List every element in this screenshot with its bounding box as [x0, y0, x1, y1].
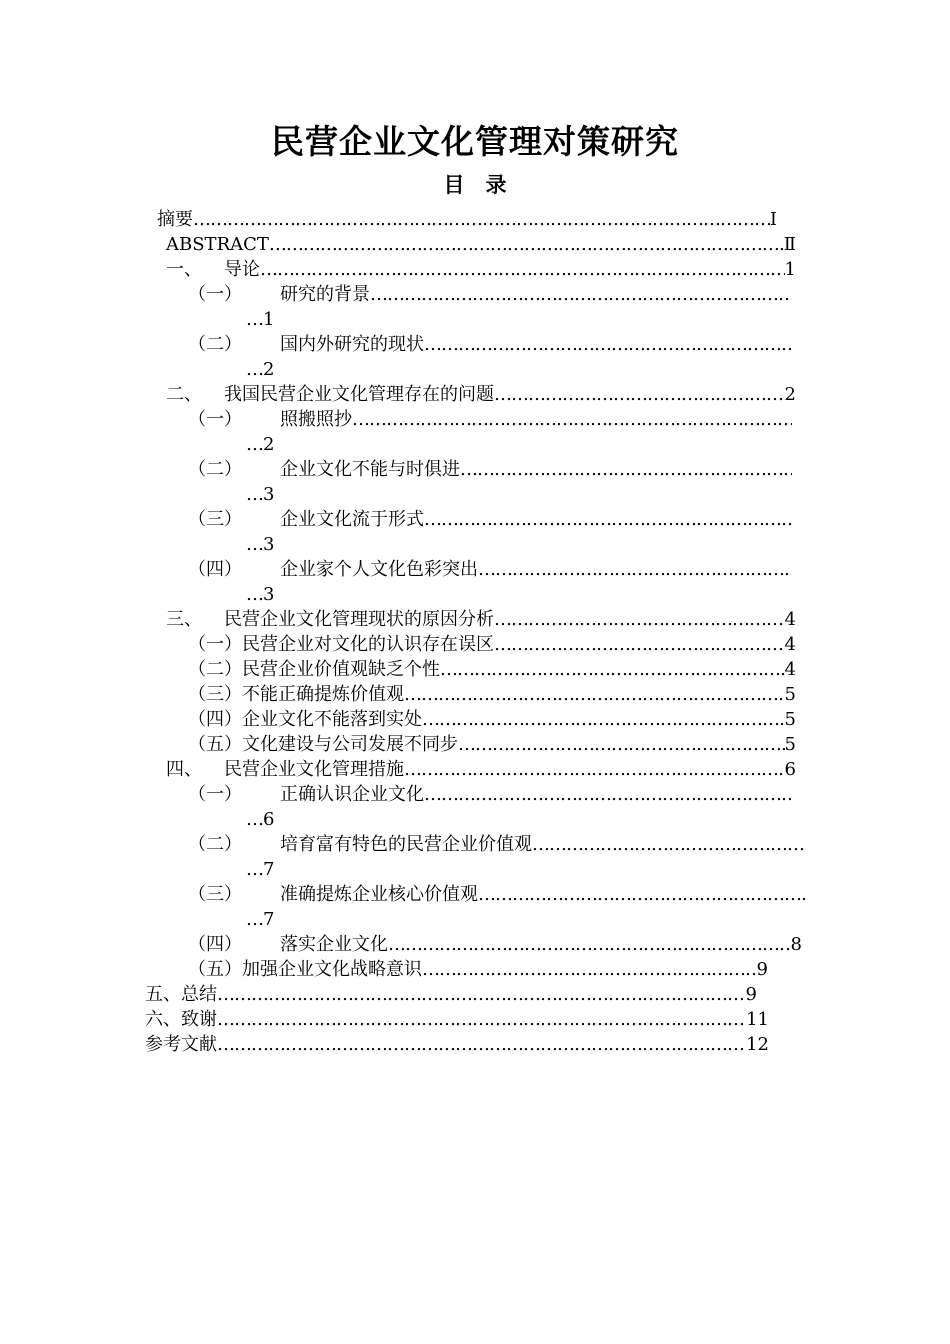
- toc-entry-2-3-continuation: [246, 533, 274, 557]
- toc-leader: [424, 333, 792, 357]
- toc-page: 3: [263, 534, 275, 555]
- toc-entry-4-4[interactable]: [188, 933, 802, 957]
- toc-page: 7: [263, 909, 275, 930]
- toc-entry-1-1-continuation: [246, 308, 274, 332]
- toc-entry-chapter-4[interactable]: [166, 758, 796, 782]
- toc-number: （三）: [188, 509, 242, 530]
- toc-entry-references[interactable]: [145, 1033, 769, 1057]
- toc-page: 1: [263, 309, 275, 330]
- toc-leader: [458, 733, 785, 757]
- toc-number: 四、: [166, 759, 202, 780]
- toc-leader: [494, 383, 785, 407]
- toc-label: 企业文化不能与时俱进: [280, 459, 460, 480]
- toc-label: 六、致谢: [145, 1009, 217, 1030]
- toc-leader: [217, 983, 746, 1007]
- toc-label: 摘要: [157, 209, 193, 230]
- document-title: 民营企业文化管理对策研究: [271, 122, 679, 161]
- toc-number: 一、: [166, 259, 202, 280]
- toc-label: 企业文化不能落到实处: [242, 709, 422, 730]
- toc-leader: [422, 958, 757, 982]
- toc-number: （五）: [188, 959, 242, 980]
- toc-label: 培育富有特色的民营企业价值观: [280, 834, 532, 855]
- toc-label: 我国民营企业文化管理存在的问题: [224, 384, 494, 405]
- toc-number: （二）: [188, 659, 242, 680]
- toc-entry-4-3-continuation: [246, 908, 274, 932]
- toc-entry-3-2[interactable]: [188, 658, 796, 682]
- toc-entry-abstract-cn[interactable]: [157, 208, 777, 232]
- toc-entry-2-1[interactable]: [188, 408, 792, 432]
- toc-page: 7: [263, 859, 275, 880]
- toc-entry-4-2[interactable]: [188, 833, 806, 857]
- toc-page: 4: [784, 659, 796, 680]
- toc-label: 不能正确提炼价值观: [242, 684, 404, 705]
- toc-leader: [404, 683, 785, 707]
- toc-page: 6: [263, 809, 275, 830]
- toc-leader: [440, 658, 785, 682]
- toc-number: 三、: [166, 609, 202, 630]
- toc-leader: [388, 933, 791, 957]
- toc-leader: [532, 833, 806, 857]
- toc-leader: …: [246, 359, 263, 380]
- toc-page: 2: [263, 434, 275, 455]
- toc-leader: …: [246, 484, 263, 505]
- toc-entry-chapter-1[interactable]: [166, 258, 796, 282]
- toc-page: 3: [263, 584, 275, 605]
- toc-leader: [478, 558, 792, 582]
- toc-page: 9: [745, 984, 757, 1005]
- toc-leader: [460, 458, 792, 482]
- toc-leader: [217, 1008, 746, 1032]
- toc-entry-chapter-3[interactable]: [166, 608, 796, 632]
- toc-entry-2-4[interactable]: [188, 558, 792, 582]
- toc-label: 企业文化流于形式: [280, 509, 424, 530]
- toc-leader: [217, 1033, 746, 1057]
- toc-number: （四）: [188, 559, 242, 580]
- toc-number: （一）: [188, 284, 242, 305]
- toc-leader: …: [246, 434, 263, 455]
- toc-leader: …: [246, 309, 263, 330]
- toc-entry-1-2[interactable]: [188, 333, 792, 357]
- toc-label: 民营企业对文化的认识存在误区: [242, 634, 494, 655]
- toc-leader: [269, 233, 784, 257]
- toc-entry-3-4[interactable]: [188, 708, 796, 732]
- toc-leader: [422, 708, 785, 732]
- toc-entry-4-3[interactable]: [188, 883, 806, 907]
- toc-label: 准确提炼企业核心价值观: [280, 884, 478, 905]
- toc-label: ABSTRACT: [166, 234, 269, 255]
- toc-label: 加强企业文化战略意识: [242, 959, 422, 980]
- toc-label: 导论: [224, 259, 260, 280]
- toc-page: 3: [263, 484, 275, 505]
- toc-leader: [424, 508, 792, 532]
- toc-number: （四）: [188, 709, 242, 730]
- toc-entry-4-1[interactable]: [188, 783, 792, 807]
- toc-entry-1-1[interactable]: [188, 283, 792, 307]
- toc-leader: …: [246, 584, 263, 605]
- toc-leader: [478, 883, 806, 907]
- toc-entry-2-1-continuation: [246, 433, 274, 457]
- toc-number: （一）: [188, 634, 242, 655]
- toc-number: （二）: [188, 459, 242, 480]
- toc-heading: 目 录: [443, 173, 507, 197]
- toc-number: 二、: [166, 384, 202, 405]
- toc-page: 4: [784, 634, 796, 655]
- toc-entry-4-2-continuation: [246, 858, 274, 882]
- toc-entry-3-3[interactable]: [188, 683, 796, 707]
- toc-label: 文化建设与公司发展不同步: [242, 734, 458, 755]
- toc-number: （五）: [188, 734, 242, 755]
- toc-leader: [260, 258, 785, 282]
- toc-number: （二）: [188, 334, 242, 355]
- toc-entry-2-2[interactable]: [188, 458, 792, 482]
- toc-entry-chapter-2[interactable]: [166, 383, 796, 407]
- toc-leader: [370, 283, 792, 307]
- toc-leader: [494, 608, 785, 632]
- toc-page: 2: [263, 359, 275, 380]
- toc-leader: …: [246, 859, 263, 880]
- toc-leader: [494, 633, 785, 657]
- toc-entry-2-3[interactable]: [188, 508, 792, 532]
- toc-page: 5: [784, 709, 796, 730]
- toc-number: （三）: [188, 884, 242, 905]
- toc-number: （二）: [188, 834, 242, 855]
- toc-label: 民营企业价值观缺乏个性: [242, 659, 440, 680]
- toc-number: （三）: [188, 684, 242, 705]
- toc-leader: …: [246, 809, 263, 830]
- toc-label: 正确认识企业文化: [280, 784, 424, 805]
- toc-leader: …: [246, 534, 263, 555]
- toc-page: 9: [756, 959, 768, 980]
- toc-entry-abstract-en[interactable]: [166, 233, 796, 257]
- toc-entry-1-2-continuation: [246, 358, 274, 382]
- toc-page: 5: [784, 734, 796, 755]
- toc-page: Ⅱ: [783, 234, 796, 255]
- toc-entry-3-1[interactable]: [188, 633, 796, 657]
- toc-page: 6: [784, 759, 796, 780]
- toc-page: 5: [784, 684, 796, 705]
- toc-label: 参考文献: [145, 1034, 217, 1055]
- toc-page: 12: [746, 1034, 769, 1055]
- toc-label: 落实企业文化: [280, 934, 388, 955]
- toc-label: 民营企业文化管理现状的原因分析: [224, 609, 494, 630]
- toc-label: 国内外研究的现状: [280, 334, 424, 355]
- toc-entry-2-4-continuation: [246, 583, 274, 607]
- toc-entry-3-5[interactable]: [188, 733, 796, 757]
- toc-page: 2: [784, 384, 796, 405]
- toc-label: 研究的背景: [280, 284, 370, 305]
- toc-entry-4-1-continuation: [246, 808, 274, 832]
- toc-page: 11: [746, 1009, 769, 1030]
- toc-number: （一）: [188, 784, 242, 805]
- toc-page: Ⅰ: [769, 209, 777, 230]
- toc-label: 照搬照抄: [280, 409, 352, 430]
- toc-entry-2-2-continuation: [246, 483, 274, 507]
- toc-leader: [193, 208, 770, 232]
- toc-label: 民营企业文化管理措施: [224, 759, 404, 780]
- toc-label: 五、总结: [145, 984, 217, 1005]
- toc-entry-chapter-6[interactable]: [145, 1008, 769, 1032]
- toc-leader: …: [246, 909, 263, 930]
- toc-leader: [404, 758, 785, 782]
- toc-leader: [424, 783, 792, 807]
- toc-entry-4-5[interactable]: [188, 958, 768, 982]
- toc-label: 企业家个人文化色彩突出: [280, 559, 478, 580]
- toc-entry-chapter-5[interactable]: [145, 983, 757, 1007]
- toc-page: 8: [790, 934, 802, 955]
- toc-number: （一）: [188, 409, 242, 430]
- toc-page: 4: [784, 609, 796, 630]
- toc-number: （四）: [188, 934, 242, 955]
- toc-leader: [352, 408, 792, 432]
- toc-page: 1: [784, 259, 796, 280]
